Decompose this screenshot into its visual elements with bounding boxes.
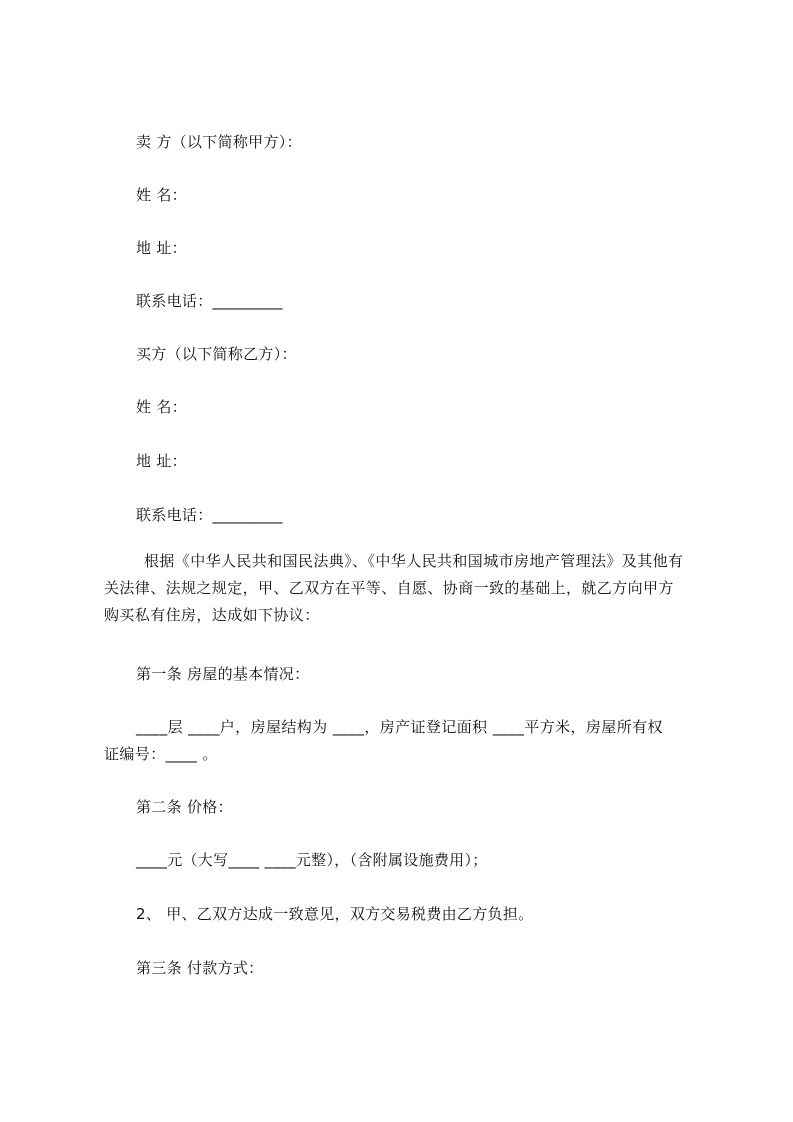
preamble-paragraph <box>104 548 704 629</box>
article-1-title: 第一条 房屋的基本情况： <box>136 665 310 683</box>
seller-name-label: 姓 名： <box>136 186 187 204</box>
seller-address-label: 地 址： <box>136 239 187 257</box>
buyer-name-label: 姓 名： <box>136 398 187 416</box>
article-1-line-2: 证编号：____ 。 <box>104 745 218 763</box>
article-1-line-1: ____层 ____户，房屋结构为 ____，房产证登记面积 ____平方米，房屋所有权 <box>136 718 663 736</box>
seller-heading: 卖 方（以下简称甲方）： <box>136 133 302 151</box>
seller-phone-label: 联系电话：_________ <box>136 292 283 310</box>
preamble-line-1: 根据《中华人民共和国民法典》、《中华人民共和国城市房地产管理法》及其他有 <box>144 552 684 570</box>
article-2-price-line: ____元（大写____ ____元整），（含附属设施费用）； <box>136 851 488 869</box>
preamble-line-2: 关法律、法规之规定，甲、乙双方在平等、自愿、协商一致的基础上，就乙方向甲方 <box>104 579 674 597</box>
article-2-tax-line: 2、 甲、乙双方达成一致意见，双方交易税费由乙方负担。 <box>136 905 534 923</box>
buyer-phone-label: 联系电话：_________ <box>136 506 283 524</box>
article-1-paragraph <box>104 714 704 768</box>
buyer-address-label: 地 址： <box>136 452 187 470</box>
preamble-line-3: 购买私有住房，达成如下协议： <box>104 606 320 624</box>
buyer-heading: 买方（以下简称乙方）： <box>136 345 297 363</box>
article-2-title: 第二条 价格： <box>136 798 233 816</box>
article-3-title: 第三条 付款方式： <box>136 959 264 977</box>
